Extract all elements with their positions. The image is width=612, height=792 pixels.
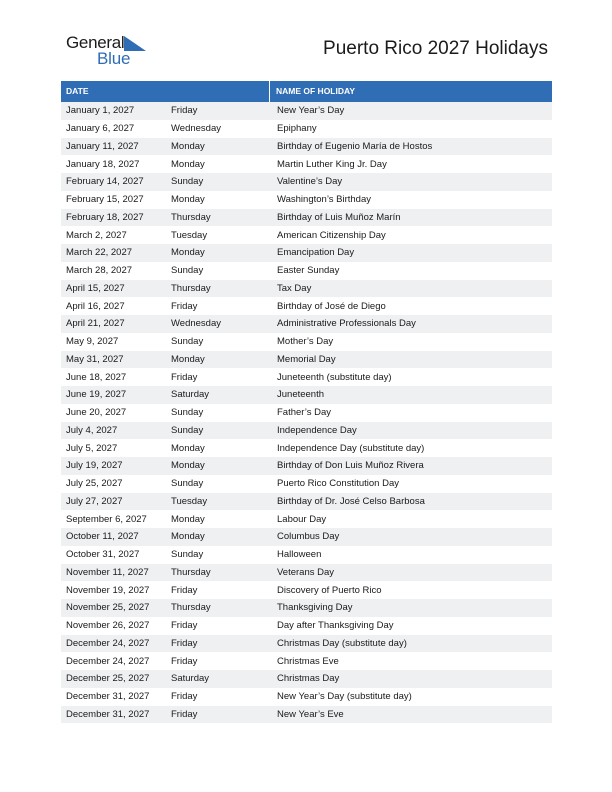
cell-weekday: Monday bbox=[171, 353, 205, 365]
cell-holiday-name: Birthday of Eugenio María de Hostos bbox=[277, 140, 433, 152]
cell-date: June 19, 2027 bbox=[66, 389, 127, 401]
cell-holiday-name: Independence Day bbox=[277, 424, 357, 436]
cell-weekday: Friday bbox=[171, 691, 198, 703]
table-row bbox=[61, 333, 552, 351]
cell-holiday-name: Emancipation Day bbox=[277, 247, 355, 259]
table-row bbox=[61, 652, 552, 670]
cell-holiday-name: New Year’s Day bbox=[277, 105, 345, 117]
table-row bbox=[61, 493, 552, 511]
table-row bbox=[61, 244, 552, 262]
cell-weekday: Saturday bbox=[171, 389, 210, 401]
cell-weekday: Sunday bbox=[171, 265, 204, 277]
cell-date: March 22, 2027 bbox=[66, 247, 133, 259]
table-row bbox=[61, 635, 552, 653]
cell-weekday: Sunday bbox=[171, 478, 204, 490]
cell-date: November 25, 2027 bbox=[66, 602, 150, 614]
cell-weekday: Monday bbox=[171, 247, 205, 259]
cell-holiday-name: Birthday of Dr. José Celso Barbosa bbox=[277, 495, 425, 507]
cell-holiday-name: Tax Day bbox=[277, 282, 312, 294]
cell-weekday: Monday bbox=[171, 460, 205, 472]
cell-holiday-name: Memorial Day bbox=[277, 353, 336, 365]
cell-weekday: Thursday bbox=[171, 211, 211, 223]
table-row bbox=[61, 546, 552, 564]
cell-date: January 6, 2027 bbox=[66, 123, 135, 135]
cell-weekday: Wednesday bbox=[171, 123, 221, 135]
table-row bbox=[61, 351, 552, 369]
cell-weekday: Sunday bbox=[171, 407, 204, 419]
table-row bbox=[61, 138, 552, 156]
cell-weekday: Monday bbox=[171, 140, 205, 152]
cell-weekday: Monday bbox=[171, 194, 205, 206]
cell-holiday-name: Washington’s Birthday bbox=[277, 194, 371, 206]
cell-date: December 24, 2027 bbox=[66, 637, 150, 649]
cell-date: July 19, 2027 bbox=[66, 460, 123, 472]
cell-weekday: Friday bbox=[171, 620, 198, 632]
cell-date: July 27, 2027 bbox=[66, 495, 123, 507]
cell-holiday-name: American Citizenship Day bbox=[277, 229, 386, 241]
cell-holiday-name: Epiphany bbox=[277, 123, 317, 135]
cell-date: November 19, 2027 bbox=[66, 584, 150, 596]
cell-date: June 18, 2027 bbox=[66, 371, 127, 383]
cell-holiday-name: Labour Day bbox=[277, 513, 327, 525]
page-title: Puerto Rico 2027 Holidays bbox=[323, 38, 548, 59]
cell-date: January 11, 2027 bbox=[66, 140, 139, 152]
cell-holiday-name: Christmas Day (substitute day) bbox=[277, 637, 407, 649]
table-row bbox=[61, 386, 552, 404]
holiday-table bbox=[61, 81, 552, 723]
cell-weekday: Sunday bbox=[171, 176, 204, 188]
cell-holiday-name: Veterans Day bbox=[277, 566, 335, 578]
cell-holiday-name: Martin Luther King Jr. Day bbox=[277, 158, 387, 170]
cell-weekday: Monday bbox=[171, 531, 205, 543]
table-row bbox=[61, 404, 552, 422]
table-row bbox=[61, 315, 552, 333]
table-row bbox=[61, 155, 552, 173]
cell-date: May 9, 2027 bbox=[66, 336, 119, 348]
table-body bbox=[61, 102, 552, 723]
cell-holiday-name: Valentine’s Day bbox=[277, 176, 343, 188]
cell-date: December 24, 2027 bbox=[66, 655, 150, 667]
table-row bbox=[61, 209, 552, 227]
cell-holiday-name: Christmas Eve bbox=[277, 655, 339, 667]
cell-date: July 4, 2027 bbox=[66, 424, 118, 436]
header-holiday-name: NAME OF HOLIDAY bbox=[276, 86, 356, 96]
cell-weekday: Sunday bbox=[171, 336, 204, 348]
cell-weekday: Friday bbox=[171, 655, 198, 667]
cell-date: March 2, 2027 bbox=[66, 229, 127, 241]
cell-weekday: Monday bbox=[171, 442, 205, 454]
cell-date: December 31, 2027 bbox=[66, 691, 150, 703]
cell-weekday: Thursday bbox=[171, 566, 211, 578]
cell-date: February 18, 2027 bbox=[66, 211, 144, 223]
cell-date: February 14, 2027 bbox=[66, 176, 144, 188]
table-row bbox=[61, 297, 552, 315]
cell-date: December 31, 2027 bbox=[66, 708, 150, 720]
table-row bbox=[61, 599, 552, 617]
cell-date: November 11, 2027 bbox=[66, 566, 149, 578]
table-row bbox=[61, 475, 552, 493]
cell-date: April 15, 2027 bbox=[66, 282, 125, 294]
generalblue-logo bbox=[66, 33, 156, 69]
cell-holiday-name: Thanksgiving Day bbox=[277, 602, 353, 614]
cell-weekday: Friday bbox=[171, 300, 198, 312]
cell-date: April 16, 2027 bbox=[66, 300, 125, 312]
cell-holiday-name: Juneteenth bbox=[277, 389, 325, 401]
cell-holiday-name: Halloween bbox=[277, 549, 322, 561]
cell-date: October 11, 2027 bbox=[66, 531, 139, 543]
table-row bbox=[61, 670, 552, 688]
cell-holiday-name: New Year’s Day (substitute day) bbox=[277, 691, 412, 703]
cell-date: January 1, 2027 bbox=[66, 105, 135, 117]
cell-weekday: Thursday bbox=[171, 602, 211, 614]
table-header bbox=[61, 81, 552, 102]
cell-holiday-name: Independence Day (substitute day) bbox=[277, 442, 425, 454]
cell-weekday: Friday bbox=[171, 708, 198, 720]
cell-holiday-name: Mother’s Day bbox=[277, 336, 334, 348]
cell-date: April 21, 2027 bbox=[66, 318, 125, 330]
cell-weekday: Friday bbox=[171, 637, 198, 649]
cell-date: September 6, 2027 bbox=[66, 513, 147, 525]
cell-holiday-name: Juneteenth (substitute day) bbox=[277, 371, 392, 383]
cell-weekday: Thursday bbox=[171, 282, 211, 294]
logo-text-blue: Blue bbox=[97, 49, 131, 68]
table-row bbox=[61, 706, 552, 724]
cell-holiday-name: Day after Thanksgiving Day bbox=[277, 620, 394, 632]
cell-holiday-name: Columbus Day bbox=[277, 531, 340, 543]
table-row bbox=[61, 191, 552, 209]
table-row bbox=[61, 173, 552, 191]
cell-date: July 25, 2027 bbox=[66, 478, 123, 490]
header-date: DATE bbox=[61, 81, 270, 102]
cell-holiday-name: Puerto Rico Constitution Day bbox=[277, 478, 399, 490]
cell-weekday: Sunday bbox=[171, 424, 204, 436]
cell-date: January 18, 2027 bbox=[66, 158, 140, 170]
table-row bbox=[61, 422, 552, 440]
cell-weekday: Friday bbox=[171, 105, 198, 117]
cell-date: November 26, 2027 bbox=[66, 620, 150, 632]
cell-weekday: Sunday bbox=[171, 549, 204, 561]
cell-weekday: Tuesday bbox=[171, 229, 208, 241]
table-row bbox=[61, 457, 552, 475]
cell-weekday: Monday bbox=[171, 513, 205, 525]
cell-weekday: Friday bbox=[171, 584, 198, 596]
cell-date: June 20, 2027 bbox=[66, 407, 127, 419]
cell-date: March 28, 2027 bbox=[66, 265, 133, 277]
cell-holiday-name: Father’s Day bbox=[277, 407, 332, 419]
cell-holiday-name: New Year’s Eve bbox=[277, 708, 344, 720]
table-row bbox=[61, 226, 552, 244]
cell-holiday-name: Administrative Professionals Day bbox=[277, 318, 416, 330]
table-row bbox=[61, 617, 552, 635]
cell-date: February 15, 2027 bbox=[66, 194, 144, 206]
cell-weekday: Tuesday bbox=[171, 495, 208, 507]
cell-date: May 31, 2027 bbox=[66, 353, 124, 365]
table-row bbox=[61, 368, 552, 386]
cell-date: October 31, 2027 bbox=[66, 549, 140, 561]
table-row bbox=[61, 510, 552, 528]
table-row bbox=[61, 102, 552, 120]
table-row bbox=[61, 262, 552, 280]
cell-holiday-name: Birthday of Luis Muñoz Marín bbox=[277, 211, 401, 223]
table-row bbox=[61, 688, 552, 706]
cell-holiday-name: Discovery of Puerto Rico bbox=[277, 584, 382, 596]
logo-text-general: General bbox=[66, 33, 125, 52]
cell-date: December 25, 2027 bbox=[66, 673, 150, 685]
cell-holiday-name: Easter Sunday bbox=[277, 265, 340, 277]
cell-holiday-name: Birthday of José de Diego bbox=[277, 300, 386, 312]
cell-weekday: Friday bbox=[171, 371, 198, 383]
cell-weekday: Saturday bbox=[171, 673, 210, 685]
table-row bbox=[61, 564, 552, 582]
cell-holiday-name: Birthday of Don Luis Muñoz Rivera bbox=[277, 460, 424, 472]
table-row bbox=[61, 581, 552, 599]
table-row bbox=[61, 120, 552, 138]
cell-holiday-name: Christmas Day bbox=[277, 673, 340, 685]
table-row bbox=[61, 439, 552, 457]
table-row bbox=[61, 280, 552, 298]
cell-date: July 5, 2027 bbox=[66, 442, 118, 454]
cell-weekday: Wednesday bbox=[171, 318, 221, 330]
table-row bbox=[61, 528, 552, 546]
cell-weekday: Monday bbox=[171, 158, 205, 170]
